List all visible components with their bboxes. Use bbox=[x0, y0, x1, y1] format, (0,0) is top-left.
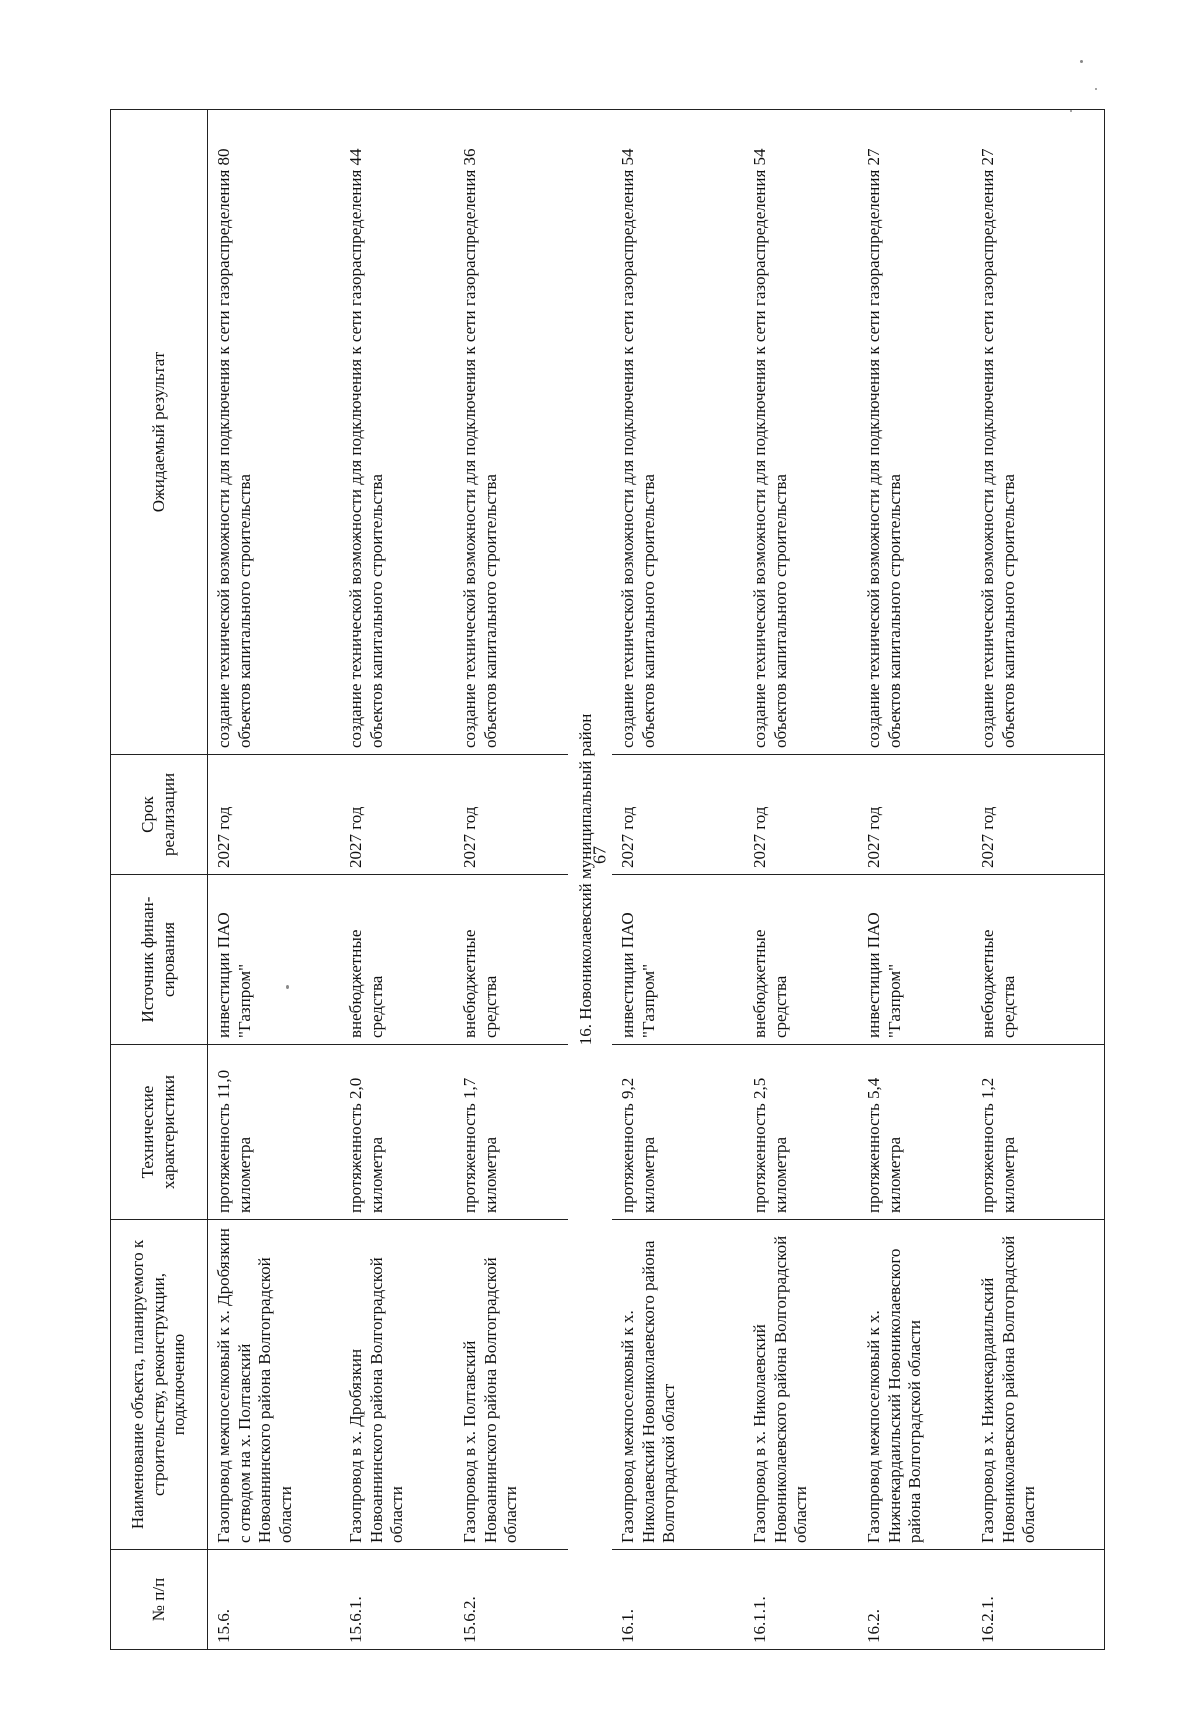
table-header-row bbox=[111, 110, 208, 1650]
header-object-name: Наименование объекта, планируемого к строительству, реконструкции, подключению bbox=[111, 1220, 208, 1550]
section-heading: 16. Новониколаевский муниципальный район bbox=[568, 110, 612, 1650]
cell-technical: протяженность 1,7 километра bbox=[454, 1045, 568, 1220]
cell-term: 2027 год bbox=[612, 755, 744, 875]
cell-expected-result: создание технической возможности для подключения к сети газораспределения 54 объектов капитального строительства bbox=[612, 110, 744, 755]
cell-term: 2027 год bbox=[858, 755, 972, 875]
cell-technical: протяженность 9,2 километра bbox=[612, 1045, 744, 1220]
cell-number: 16.2.1. bbox=[972, 1550, 1105, 1650]
page-number: 67 bbox=[589, 846, 610, 864]
cell-expected-result: создание технической возможности для подключения к сети газораспределения 27 объектов капитального строительства bbox=[858, 110, 972, 755]
section-row bbox=[568, 110, 612, 1650]
scan-speck bbox=[1095, 88, 1097, 90]
cell-technical: протяженность 11,0 километра bbox=[208, 1045, 341, 1220]
table-row bbox=[208, 110, 341, 1650]
cell-number: 15.6. bbox=[208, 1550, 341, 1650]
cell-expected-result: создание технической возможности для подключения к сети газораспределения 54 объектов капитального строительства bbox=[744, 110, 858, 755]
header-funding-source: Источник финан-сирования bbox=[111, 875, 208, 1045]
table-row bbox=[612, 110, 744, 1650]
cell-expected-result: создание технической возможности для подключения к сети газораспределения 36 объектов капитального строительства bbox=[454, 110, 568, 755]
table-row bbox=[972, 110, 1105, 1650]
rotated-sheet bbox=[110, 110, 1040, 1650]
scan-speck bbox=[1070, 110, 1072, 112]
cell-funding-source: внебюджетные средства bbox=[340, 875, 454, 1045]
cell-number: 16.2. bbox=[858, 1550, 972, 1650]
cell-technical: протяженность 5,4 километра bbox=[858, 1045, 972, 1220]
projects-table bbox=[110, 109, 1105, 1650]
cell-object-name: Газопровод в х. Полтавский Новоаннинского района Волгоградской области bbox=[454, 1220, 568, 1550]
table-row bbox=[744, 110, 858, 1650]
cell-funding-source: внебюджетные средства bbox=[744, 875, 858, 1045]
cell-funding-source: внебюджетные средства bbox=[454, 875, 568, 1045]
table-row bbox=[340, 110, 454, 1650]
cell-term: 2027 год bbox=[340, 755, 454, 875]
cell-technical: протяженность 2,5 километра bbox=[744, 1045, 858, 1220]
cell-object-name: Газопровод в х. Нижнекардаильский Новониколаевского района Волгоградской области bbox=[972, 1220, 1105, 1550]
cell-object-name: Газопровод межпоселковый к х. Нижнекардаильский Новониколаевского района Волгоградской области bbox=[858, 1220, 972, 1550]
cell-number: 16.1. bbox=[612, 1550, 744, 1650]
table-row bbox=[454, 110, 568, 1650]
cell-term: 2027 год bbox=[454, 755, 568, 875]
cell-object-name: Газопровод межпоселковый к х. Николаевский Новониколаевского района Волгоградской област bbox=[612, 1220, 744, 1550]
cell-number: 15.6.2. bbox=[454, 1550, 568, 1650]
header-term: Срок реализации bbox=[111, 755, 208, 875]
cell-expected-result: создание технической возможности для подключения к сети газораспределения 80 объектов капитального строительства bbox=[208, 110, 341, 755]
cell-term: 2027 год bbox=[208, 755, 341, 875]
cell-technical: протяженность 2,0 километра bbox=[340, 1045, 454, 1220]
header-number: № п/п bbox=[111, 1550, 208, 1650]
cell-funding-source: внебюджетные средства bbox=[972, 875, 1105, 1045]
table-row bbox=[858, 110, 972, 1650]
scan-speck bbox=[286, 985, 289, 989]
cell-funding-source: инвестиции ПАО "Газпром" bbox=[858, 875, 972, 1045]
cell-number: 16.1.1. bbox=[744, 1550, 858, 1650]
cell-object-name: Газопровод в х. Дробязкин Новоаннинского района Волгоградской области bbox=[340, 1220, 454, 1550]
cell-object-name: Газопровод межпоселковый к х. Дробязкин с отводом на х. Полтавский Новоаннинского района Волгоградской области bbox=[208, 1220, 341, 1550]
cell-object-name: Газопровод в х. Николаевский Новониколаевского района Волгоградской области bbox=[744, 1220, 858, 1550]
cell-expected-result: создание технической возможности для подключения к сети газораспределения 44 объектов капитального строительства bbox=[340, 110, 454, 755]
scan-speck bbox=[1080, 60, 1083, 63]
cell-funding-source: инвестиции ПАО "Газпром" bbox=[612, 875, 744, 1045]
cell-term: 2027 год bbox=[744, 755, 858, 875]
header-expected-result: Ожидаемый результат bbox=[111, 110, 208, 755]
header-technical: Технические характеристики bbox=[111, 1045, 208, 1220]
cell-expected-result: создание технической возможности для подключения к сети газораспределения 27 объектов капитального строительства bbox=[972, 110, 1105, 755]
cell-funding-source: инвестиции ПАО "Газпром" bbox=[208, 875, 341, 1045]
cell-number: 15.6.1. bbox=[340, 1550, 454, 1650]
cell-term: 2027 год bbox=[972, 755, 1105, 875]
cell-technical: протяженность 1,2 километра bbox=[972, 1045, 1105, 1220]
